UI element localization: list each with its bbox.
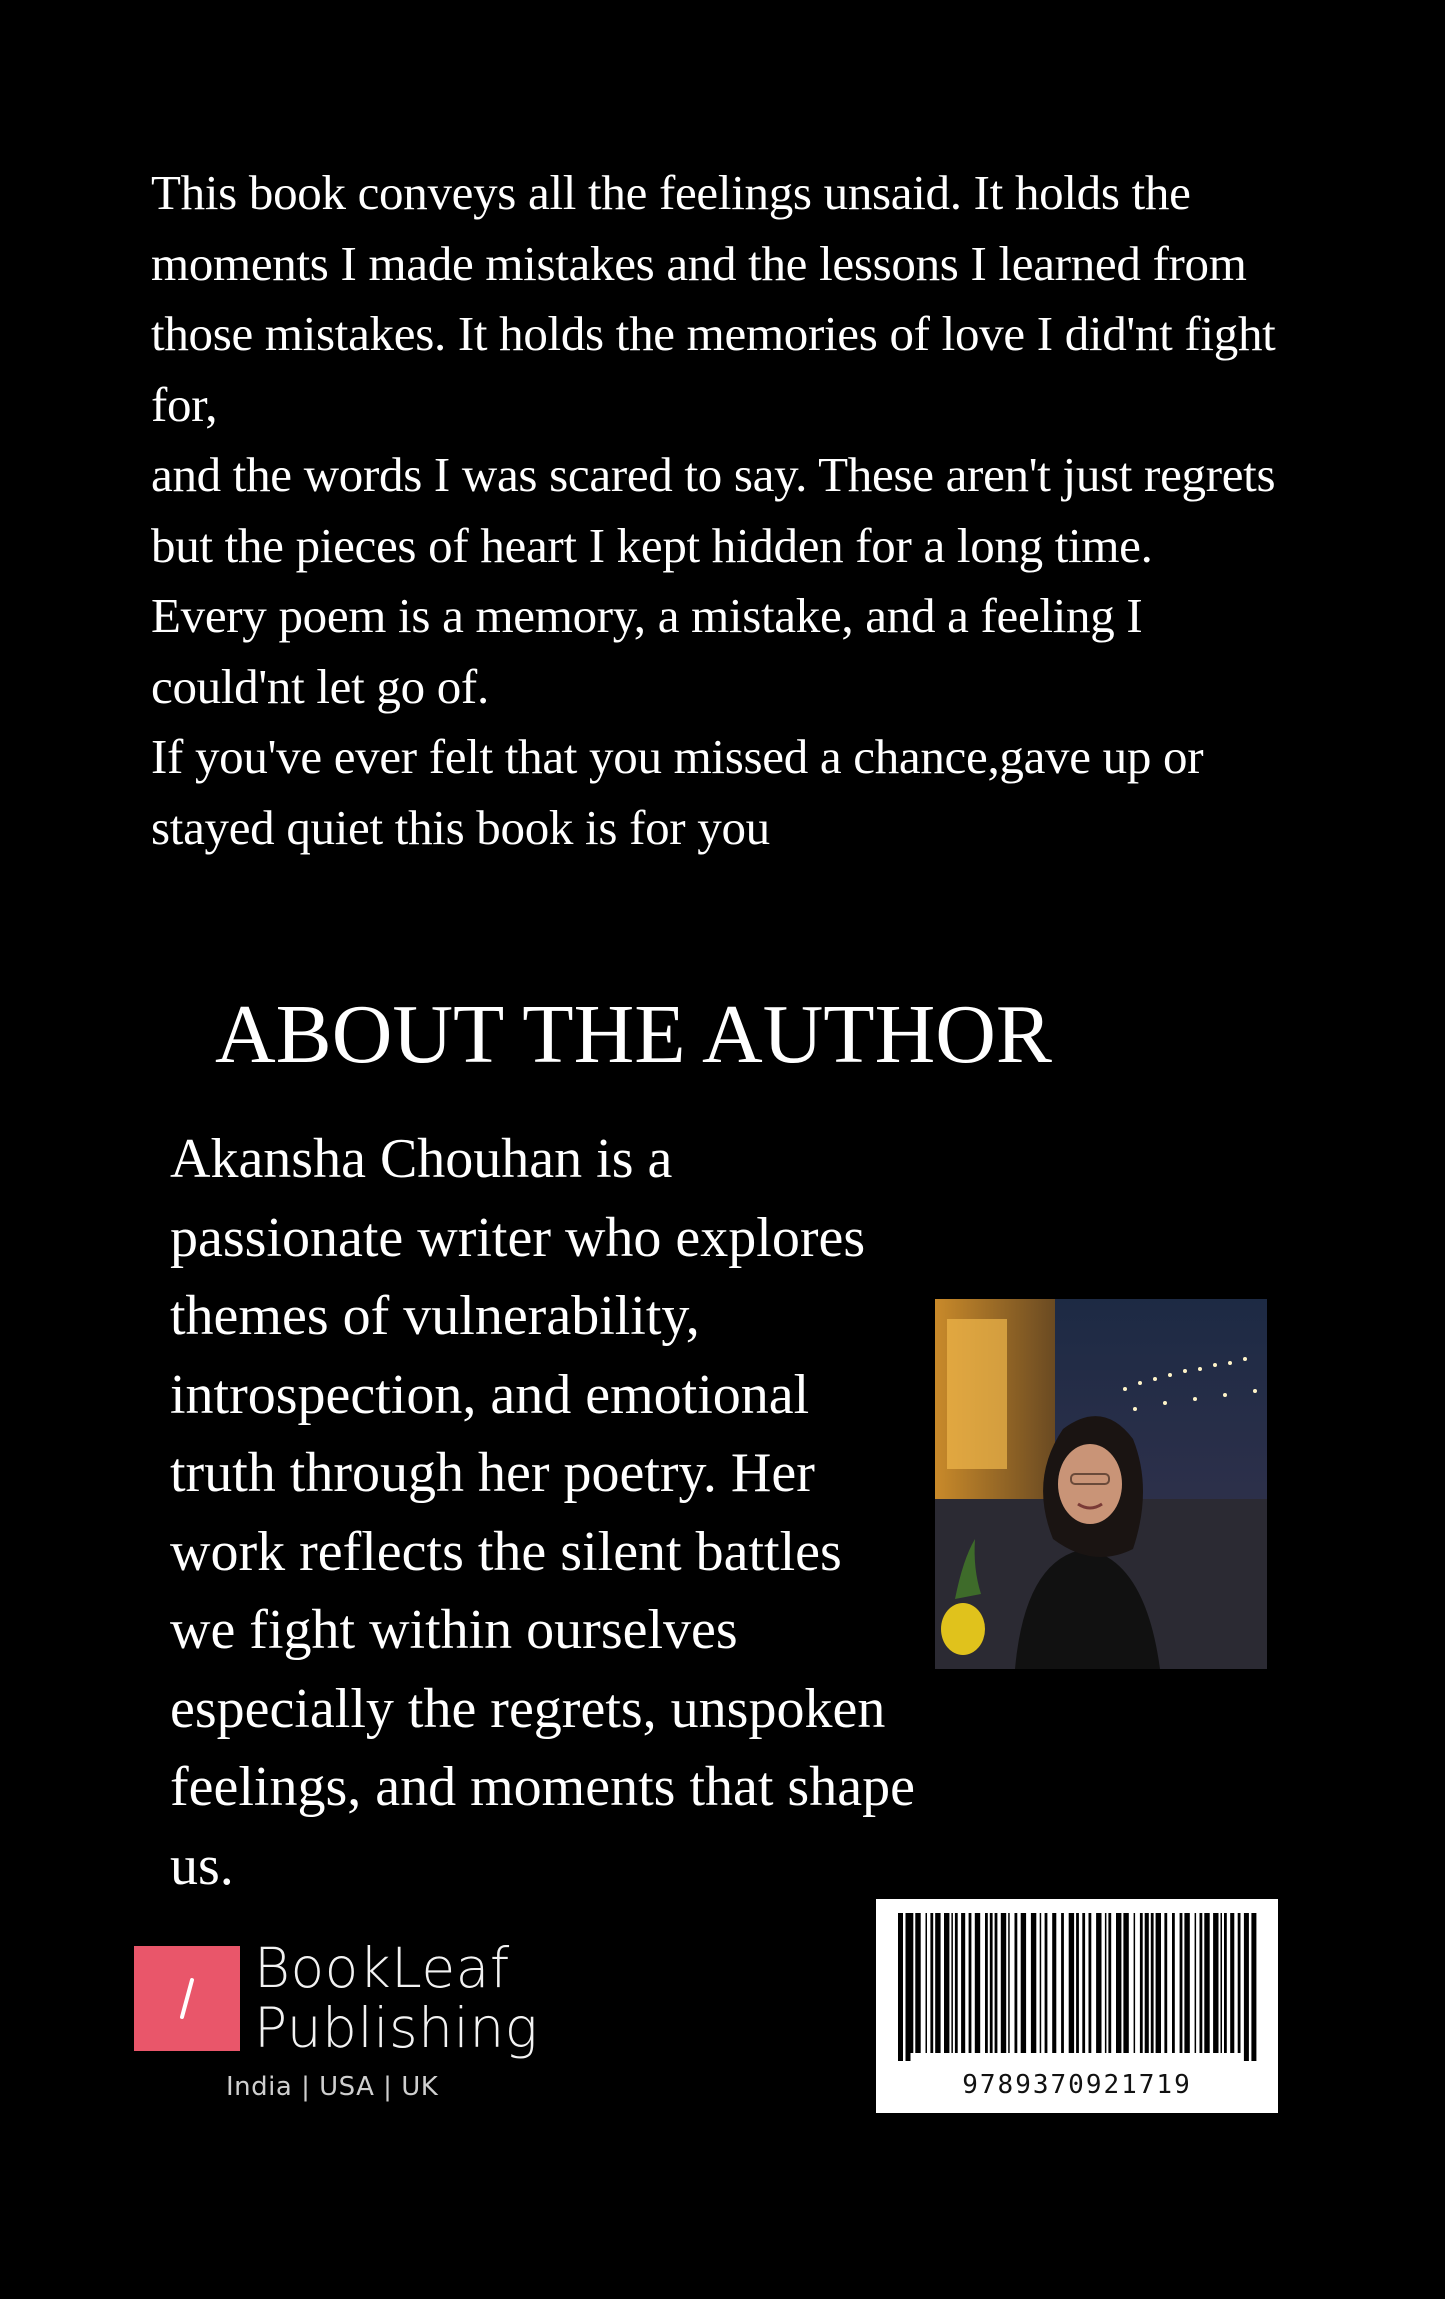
- barcode-bar: [1116, 1913, 1121, 2053]
- bio-line: work reflects the silent battles: [170, 1520, 842, 1583]
- barcode-bar: [1140, 1913, 1143, 2053]
- slash-icon: [134, 1946, 240, 2051]
- blurb-paragraph: If you've ever felt that you missed a chance,gave up or stayed quiet this book is for you: [151, 729, 1204, 855]
- publisher-logo: [134, 1936, 539, 2106]
- barcode-bar: [1096, 1913, 1101, 2053]
- barcode-bars: [876, 1899, 1278, 2069]
- about-author-heading: ABOUT THE AUTHOR: [215, 988, 1052, 1081]
- author-bio: [170, 1120, 990, 1905]
- barcode-bar: [1134, 1913, 1136, 2053]
- bio-line: passionate writer who explores: [170, 1206, 866, 1269]
- barcode-bar: [1021, 1913, 1026, 2053]
- bio-line: themes of vulnerability,: [170, 1285, 700, 1347]
- barcode-bar: [1224, 1913, 1227, 2053]
- barcode-bar: [1015, 1913, 1018, 2053]
- publisher-name: [254, 1938, 538, 2058]
- barcode-bar: [1244, 1913, 1249, 2061]
- barcode-bar: [1061, 1913, 1064, 2053]
- barcode-bar: [1156, 1913, 1161, 2053]
- back-cover-blurb: [151, 158, 1291, 863]
- barcode-bar: [1172, 1913, 1175, 2053]
- barcode-bar: [1001, 1913, 1006, 2053]
- barcode-bar: [1204, 1913, 1209, 2053]
- barcode-bar: [995, 1913, 998, 2053]
- barcode-bar: [926, 1913, 928, 2053]
- barcode-bar: [1180, 1913, 1183, 2053]
- barcode-bar: [1052, 1913, 1056, 2053]
- publisher-regions: India | USA | UK: [226, 2072, 439, 2102]
- barcode-bar: [915, 1913, 920, 2053]
- barcode-bar: [990, 1913, 993, 2053]
- barcode-bar: [1089, 1913, 1092, 2053]
- barcode-bar: [1238, 1913, 1241, 2053]
- barcode-bar: [1031, 1913, 1036, 2053]
- barcode-bar: [1251, 1913, 1256, 2061]
- barcode-bar: [1008, 1913, 1010, 2053]
- bio-line: introspection, and emotional: [170, 1363, 810, 1426]
- barcode-bar: [1164, 1913, 1167, 2053]
- barcode-bar: [1105, 1913, 1107, 2053]
- bio-line: truth through her poetry. Her: [170, 1442, 815, 1504]
- barcode-bar: [1069, 1913, 1074, 2053]
- barcode-bar: [911, 1913, 914, 2053]
- barcode-bar: [935, 1913, 940, 2053]
- barcode-bar: [1040, 1913, 1042, 2053]
- barcode-bar: [1076, 1913, 1079, 2053]
- bio-line: feelings, and moments that shape: [170, 1756, 915, 1818]
- bio-line: Akansha Chouhan is a: [170, 1128, 673, 1190]
- barcode-bar: [1200, 1913, 1203, 2053]
- barcode-bar: [944, 1913, 949, 2053]
- barcode-bar: [1045, 1913, 1048, 2053]
- barcode-bar: [1184, 1913, 1189, 2053]
- author-photo: [935, 1299, 1267, 1669]
- barcode-bar: [1213, 1913, 1218, 2053]
- barcode-bar: [1082, 1913, 1085, 2053]
- barcode-bar: [1195, 1913, 1197, 2053]
- barcode-bar: [1108, 1913, 1111, 2053]
- barcode-bar: [951, 1913, 953, 2053]
- barcode-bar: [975, 1913, 980, 2053]
- barcode-bar: [969, 1913, 972, 2053]
- barcode-bar: [898, 1913, 903, 2061]
- publisher-name-line1: BookLeaf: [254, 1936, 510, 2000]
- barcode-bar: [955, 1913, 958, 2053]
- blurb-paragraph: This book conveys all the feelings unsaid. It holds the moments I made mistakes and the lessons I learned from those mistakes. It holds the memories of love I did'nt fight for,: [151, 165, 1276, 432]
- isbn-number: 9789370921719: [962, 2070, 1192, 2100]
- barcode-bar: [1123, 1913, 1128, 2053]
- isbn-barcode: [876, 1899, 1278, 2113]
- barcode-bar: [1230, 1913, 1234, 2053]
- bio-line: we fight within ourselves: [170, 1599, 738, 1661]
- barcode-bar: [1145, 1913, 1149, 2053]
- barcode-bar: [906, 1913, 911, 2061]
- publisher-name-line2: Publishing: [254, 1996, 539, 2060]
- blurb-paragraph: and the words I was scared to say. These aren't just regrets but the pieces of heart I kept hidden for a long time.: [151, 447, 1276, 573]
- bio-line: us.: [170, 1834, 234, 1897]
- barcode-bar: [1151, 1913, 1154, 2053]
- barcode-bar: [930, 1913, 933, 2053]
- barcode-bar: [985, 1913, 988, 2053]
- barcode-bar: [1221, 1913, 1223, 2053]
- barcode-bar: [961, 1913, 965, 2053]
- blurb-paragraph: Every poem is a memory, a mistake, and a feeling I could'nt let go of.: [151, 588, 1143, 714]
- bio-line: especially the regrets, unspoken: [170, 1677, 886, 1740]
